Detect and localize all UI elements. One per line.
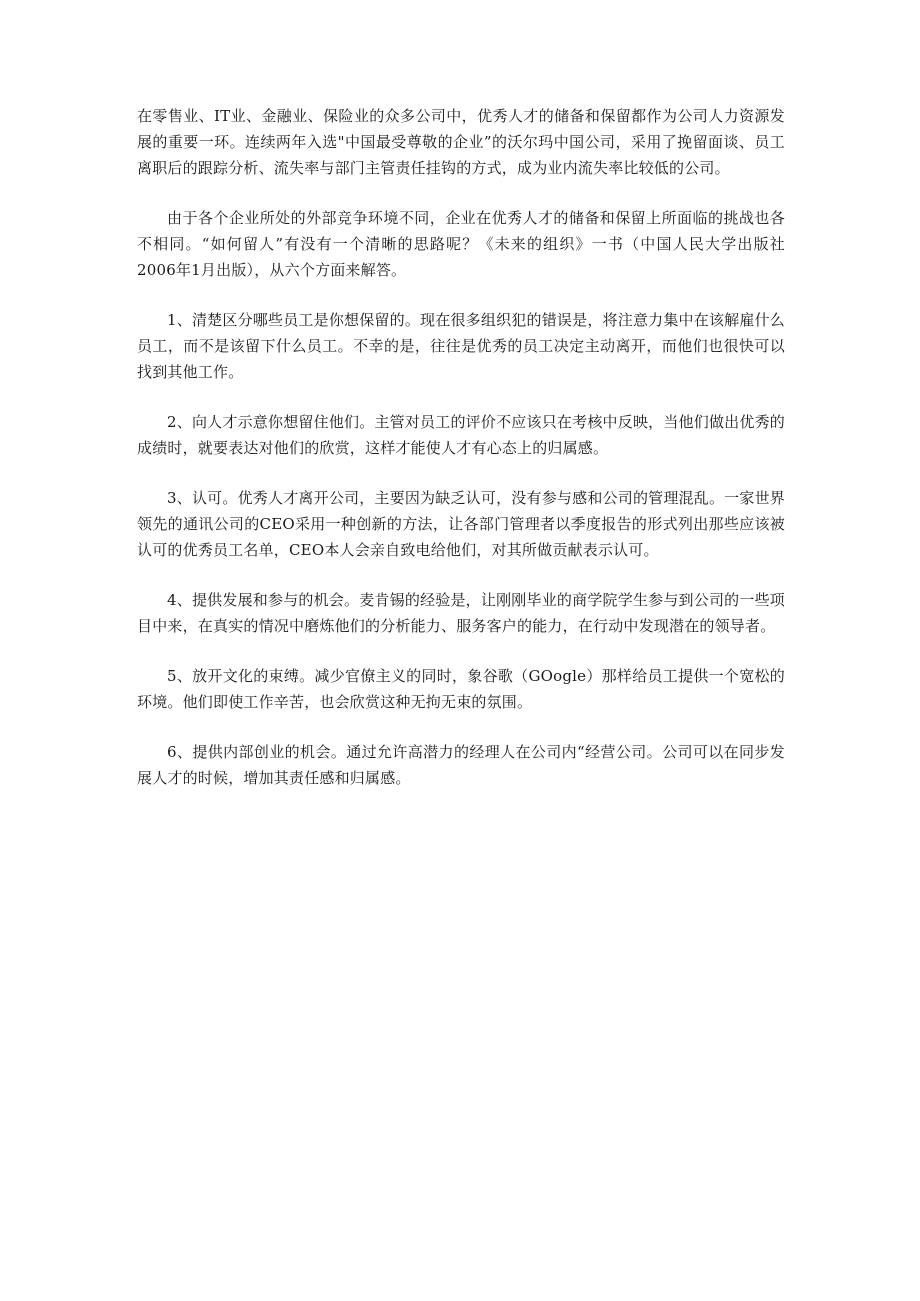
point-3-paragraph: 3、认可。优秀人才离开公司，主要因为缺乏认可，没有参与感和公司的管理混乱。一家世界领先的通讯公司的CEO采用一种创新的方法，让各部门管理者以季度报告的形式列出那些应该被认可的优秀员工名单，CEO本人会亲自致电给他们，对其所做贡献表示认可。 <box>137 489 785 559</box>
point-1-paragraph: 1、清楚区分哪些员工是你想保留的。现在很多组织犯的错误是，将注意力集中在该解雇什么员工，而不是该留下什么员工。不幸的是，往往是优秀的员工决定主动离开，而他们也很快可以找到其他工作。 <box>137 311 785 381</box>
question-paragraph: 由于各个企业所处的外部竞争环境不同，企业在优秀人才的储备和保留上所面临的挑战也各不相同。“如何留人”有没有一个清晰的思路呢？《未来的组织》一书（中国人民大学出版社 2006年1月出版），从六个方面来解答。 <box>137 209 785 279</box>
intro-paragraph: 在零售业、IT业、金融业、保险业的众多公司中，优秀人才的储备和保留都作为公司人力资源发展的重要一环。连续两年入选"中国最受尊敬的企业”的沃尔玛中国公司，采用了挽留面谈、员工离职后的跟踪分析、流失率与部门主管责任挂钩的方式，成为业内流失率比较低的公司。 <box>137 107 785 177</box>
point-4-paragraph: 4、提供发展和参与的机会。麦肯锡的经验是，让刚刚毕业的商学院学生参与到公司的一些项目中来，在真实的情况中磨炼他们的分析能力、服务客户的能力，在行动中发现潜在的领导者。 <box>137 591 785 635</box>
point-6-paragraph: 6、提供内部创业的机会。通过允许高潜力的经理人在公司内“经营公司。公司可以在同步发展人才的时候，增加其责任感和归属感。 <box>137 743 785 787</box>
document-body <box>137 103 785 815</box>
point-5-paragraph: 5、放开文化的束缚。减少官僚主义的同时，象谷歌（GOogle）那样给员工提供一个宽松的环境。他们即使工作辛苦，也会欣赏这种无拘无束的氛围。 <box>137 667 785 711</box>
point-2-paragraph: 2、向人才示意你想留住他们。主管对员工的评价不应该只在考核中反映，当他们做出优秀的成绩时，就要表达对他们的欣赏，这样才能使人才有心态上的归属感。 <box>137 413 785 457</box>
